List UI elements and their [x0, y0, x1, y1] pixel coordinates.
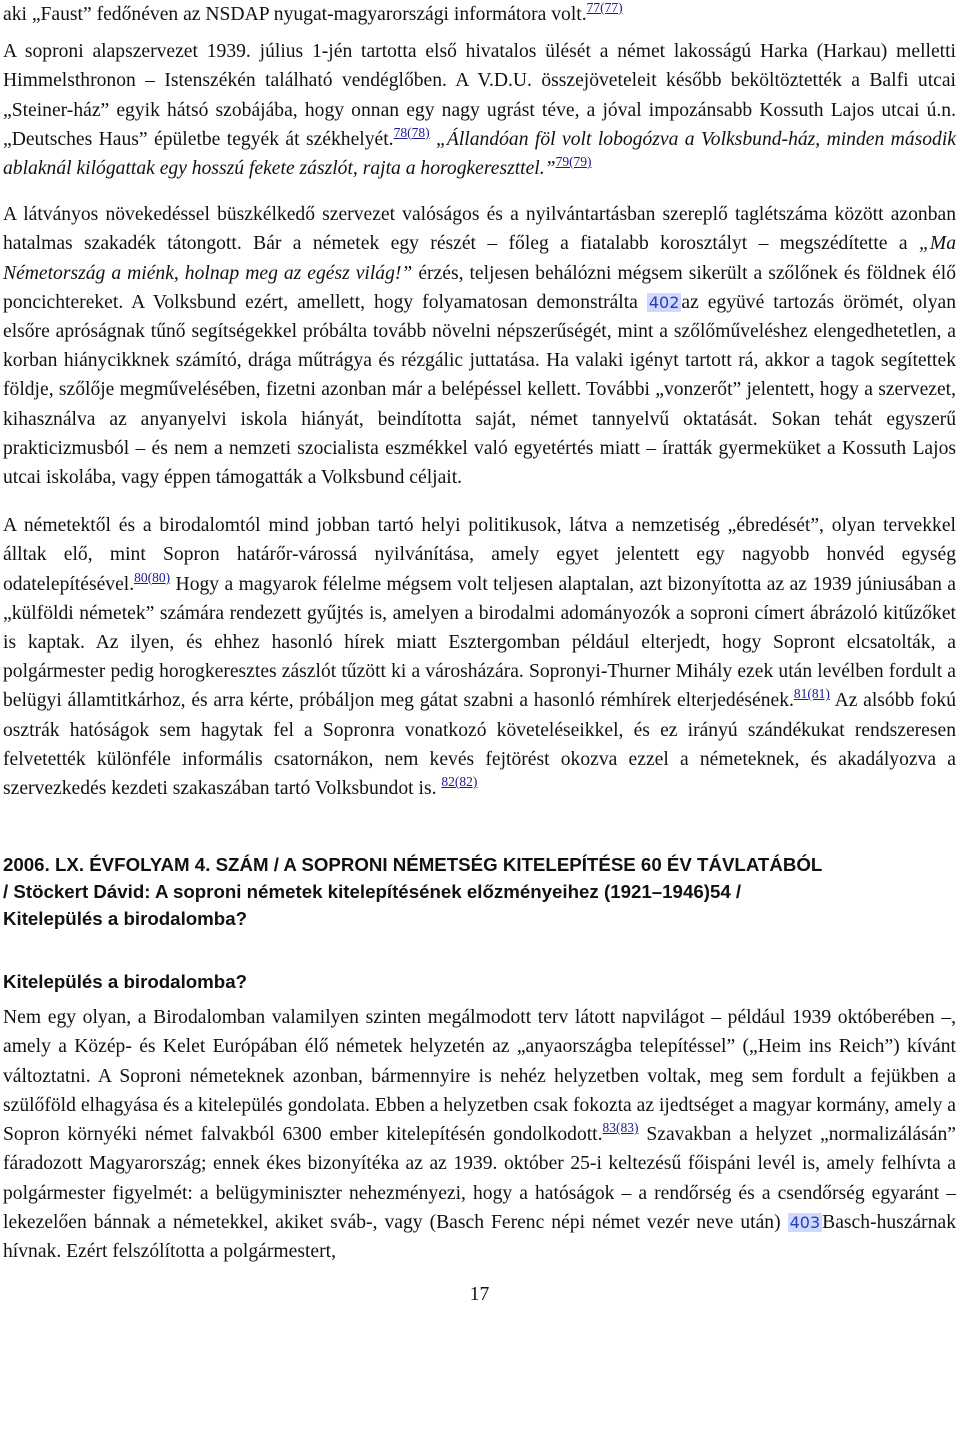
- journal-header: [3, 851, 956, 932]
- paragraph-alapszervezet: [3, 37, 956, 183]
- footnote-link[interactable]: 79(79): [555, 154, 592, 170]
- page-marker: 402: [648, 292, 680, 312]
- section-title: Kitelepülés a birodalomba?: [3, 971, 248, 993]
- paragraph-text: A németektől és a birodalomtól mind jobban tartó helyi politikusok, látva a nemzetiség „ébredését”, olyan tervekkel álltak elő, mint Sopron határőr-várossá nyilvánítása, amely egyet jelentett egy nagyobb honvéd egység odatelepítésével.: [3, 515, 956, 595]
- paragraph-text: érzés, teljesen behálózni mégsem sikerült a szőlőnek és földnek élő poncichtereket. A Volksbund ezért, amellett, hogy folyamatosan demonstrálta: [3, 262, 956, 313]
- footnote-link[interactable]: 78(78): [393, 124, 430, 140]
- page-number: 17: [469, 1284, 490, 1306]
- footnote-link[interactable]: 83(83): [602, 1120, 639, 1136]
- paragraph-text: A látványos növekedéssel büszkélkedő szervezet valóságos és a nyilvántartásban szereplő taglétszáma között azonban hatalmas szakadék tátongott. Bár a németek egy részét – főleg a fiatalabb korosztályt – megszédítette a: [3, 204, 956, 255]
- paragraph-text: Basch-huszárnak hívnak. Ezért felszólította a polgármestert,: [3, 1211, 956, 1262]
- paragraph-text: Az alsóbb fokú osztrák hatóságok sem hagytak fel a Sopronra vonatkozó követeléseikkel, és ez irányú szándékukat rendszeresen felvetették különféle informális csatornákon, nem kevés fejtörést okozva ezzel a németeknek, és akadályozva a szervezkedés kezdeti szakaszában tartó Volksbundot is.: [3, 690, 956, 800]
- document-page: [3, 0, 956, 1309]
- quote-text: „Állandóan föl volt lobogózva a Volksbund-ház, minden második ablaknál kilógattak egy hosszú fekete zászlót, rajta a horogkereszttel.”: [3, 128, 956, 180]
- footnote-link[interactable]: 80(80): [134, 569, 171, 585]
- journal-header-line: / Stöckert Dávid: A soproni németek kitelepítésének előzményeihez (1921–1946)54 /: [3, 881, 742, 903]
- footnote-link[interactable]: 81(81): [793, 686, 830, 702]
- page-marker: 403: [789, 1212, 821, 1232]
- paragraph-text: aki „Faust” fedőnéven az NSDAP nyugat-magyarországi informátora volt.: [3, 4, 587, 25]
- journal-header-line: 2006. LX. ÉVFOLYAM 4. SZÁM / A SOPRONI NÉMETSÉG KITELEPÍTÉSE 60 ÉV TÁVLATÁBÓL: [3, 854, 823, 876]
- paragraph-intro: [3, 0, 956, 29]
- paragraph-text: Szavakban a helyzet „normalizálásán” fáradozott Magyarország; ennek ékes bizonyítéka az az 1939. október 25-i keltezésű főispáni levél is, amely felhívta a polgármester figyelmét: a belügyminiszter nehezményezi, hogy a hatóságok – a rendőrség és a csendőrség egyaránt – lekezelően bánnak a németekkel, akiket sváb-, vagy (Basch Ferenc népi német vezér neve után): [3, 1124, 956, 1233]
- journal-header-line: Kitelepülés a birodalomba?: [3, 908, 248, 930]
- footnote-link[interactable]: 77(77): [586, 0, 623, 15]
- footnote-link[interactable]: 82(82): [441, 774, 478, 790]
- paragraph-volksbund: [3, 200, 956, 492]
- quote-text: „Ma Németország a miénk, holnap meg az egész világ!”: [3, 233, 956, 284]
- paragraph-text: Hogy a magyarok félelme mégsem volt teljesen alaptalan, azt bizonyította az az 1939 júniusában a „külföldi németek” számára rendezett gyűjtés is, amelyen a birodalmi adományozók a soproni címert ábrázoló kitűzőket is kaptak. Az ilyen, és ehhez hasonló hírek miatt Esztergomban például elterjedt, hogy Sopront elcsatolták, a polgármester pedig horogkeresztes zászlót tűzött ki a városházára. Sopronyi-Thurner Mihály ezek után levélben fordult a belügyi államtitkárhoz, és arra kérte, próbáljon meg gátat szabni a hasonló rémhírek elterjedésének.: [3, 573, 956, 712]
- paragraph-politikusok: [3, 511, 956, 803]
- paragraph-text: A soproni alapszervezet 1939. július 1-jén tartotta első hivatalos ülését a német lakosságú Harka (Harkau) melletti Himmelsthronon – Istenszékén található vendéglőben. A V.D.U. összejöveteleit később beköltöztették a Balfi utcai „Steiner-ház” egyik hátsó szobájába, hogy onnan egy nagy ugrást téve, a jóval impozánsabb Kossuth Lajos utcai ú.n. „Deutsches Haus” épületbe tegyék át székhelyét.: [3, 41, 956, 150]
- paragraph-kitelepules: [3, 1003, 956, 1266]
- paragraph-text: Nem egy olyan, a Birodalomban valamilyen szinten megálmodott terv látott napvilágot – például 1939 októberében –, amely a Közép- és Kelet Európában élő németek helyzetén az „anyaországba telepítéssel” („Heim ins Reich”) kívánt változtatni. A Soproni németeknek azonban, bármennyire is nehéz helyzetben voltak, meg sem fordult a fejükben a szülőföld elhagyása és a kitelepülés gondolata. Ebben a helyzetben csak fokozta az ijedtséget a magyar kormány, amely a Sopron környéki német falvakból 6300 ember kitelepítésén gondolkodott.: [3, 1007, 956, 1146]
- paragraph-text: az együvé tartozás örömét, olyan elsőre apróságnak tűnő segítségekkel próbálta tovább növelni népszerűségét, mint a szőlőműveléshez elengedhetetlen, a korban hiánycikknek számító, drága műtrágya és rézgálic juttatása. Ha valaki igényt tartott rá, akkor a tagok segítettek földje, szőlője megművelésében, fizetni azonban már a belépéssel kellett. További „vonzerőt” jelentett, hogy a szervezet, kihasználva az anyanyelvi iskola hiányát, beindította saját, német tannyelvű oktatását. Sokan tehát egyszerű prakticizmusból – és nem a nemzeti szocialista eszmékkel való egyetértés miatt – íratták gyermeküket a Kossuth Lajos utcai iskolába, vagy éppen támogatták a Volksbund céljait.: [3, 291, 956, 489]
